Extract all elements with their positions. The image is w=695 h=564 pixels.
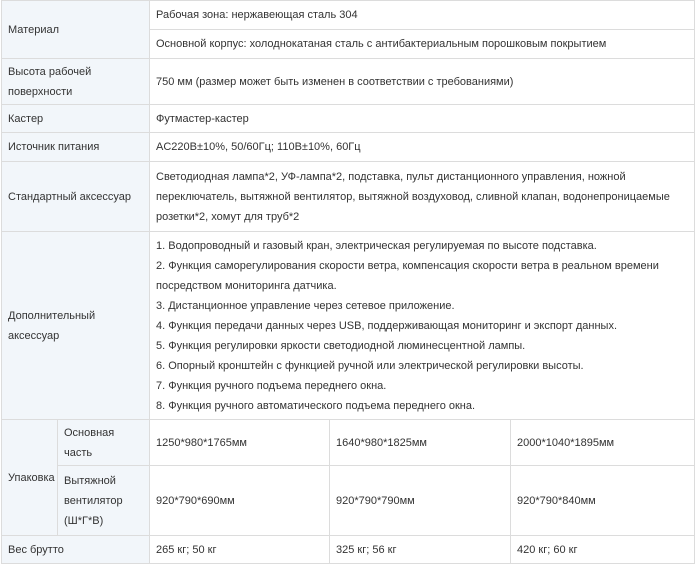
optional-item-5: 5. Функция регулировки яркости светодиодной люминесцентной лампы. xyxy=(156,339,526,352)
packing-main-label: Основная часть xyxy=(58,420,150,466)
caster-label: Кастер xyxy=(2,105,150,133)
packing-fan-value-3: 920*790*840мм xyxy=(511,466,695,536)
standard-accessory-value: Светодиодная лампа*2, УФ-лампа*2, подставка, пульт дистанционного управления, ножной переключатель, вытяжной вентилятор, вытяжной воздуховод, сливной клапан, водонепроницаемые розетки*2, хомут для труб*2 xyxy=(150,162,695,232)
material-row-1 xyxy=(2,1,695,30)
optional-accessory-row xyxy=(2,232,695,420)
packing-fan-value-2: 920*790*790мм xyxy=(330,466,511,536)
optional-accessory-list xyxy=(150,232,695,420)
standard-accessory-label: Стандартный аксессуар xyxy=(2,162,150,232)
optional-item-1: 1. Водопроводный и газовый кран, электрическая регулируемая по высоте подставка. xyxy=(156,239,597,252)
optional-item-6: 6. Опорный кронштейн с функцией ручной или электрической регулировки высоты. xyxy=(156,359,584,372)
optional-item-7: 7. Функция ручного подъема переднего окна. xyxy=(156,379,387,392)
spec-table xyxy=(1,0,695,564)
optional-item-8: 8. Функция ручного автоматического подъема переднего окна. xyxy=(156,399,476,412)
work-height-label: Высота рабочей поверхности xyxy=(2,59,150,105)
packing-fan-value-1: 920*790*690мм xyxy=(150,466,330,536)
packing-main-value-1: 1250*980*1765мм xyxy=(150,420,330,466)
packing-main-value-2: 1640*980*1825мм xyxy=(330,420,511,466)
work-height-value: 750 мм (размер может быть изменен в соответствии с требованиями) xyxy=(150,59,695,105)
optional-accessory-label: Дополнительный аксессуар xyxy=(2,232,150,420)
weight-row xyxy=(2,536,695,564)
weight-value-1: 265 кг; 50 кг xyxy=(150,536,330,564)
power-row xyxy=(2,133,695,162)
material-label: Материал xyxy=(2,1,150,59)
optional-item-3: 3. Дистанционное управление через сетевое приложение. xyxy=(156,299,455,312)
packing-fan-label: Вытяжной вентилятор (Ш*Г*В) xyxy=(58,466,150,536)
power-value: AC220В±10%, 50/60Гц; 110В±10%, 60Гц xyxy=(150,133,695,162)
packing-main-value-3: 2000*1040*1895мм xyxy=(511,420,695,466)
caster-row xyxy=(2,105,695,133)
weight-value-2: 325 кг; 56 кг xyxy=(330,536,511,564)
packing-fan-row xyxy=(2,466,695,536)
optional-item-4: 4. Функция передачи данных через USB, поддерживающая мониторинг и экспорт данных. xyxy=(156,319,618,332)
weight-label: Вес брутто xyxy=(2,536,150,564)
weight-value-3: 420 кг; 60 кг xyxy=(511,536,695,564)
power-label: Источник питания xyxy=(2,133,150,162)
work-height-row xyxy=(2,59,695,105)
optional-item-2: 2. Функция саморегулирования скорости ветра, компенсация скорости ветра в реальном времени посредством мониторинга датчика. xyxy=(156,259,659,292)
standard-accessory-row xyxy=(2,162,695,232)
material-value-body: Основной корпус: холоднокатаная сталь с антибактериальным порошковым покрытием xyxy=(150,30,695,59)
caster-value: Футмастер-кастер xyxy=(150,105,695,133)
material-value-work-zone: Рабочая зона: нержавеющая сталь 304 xyxy=(150,1,695,30)
packing-main-row xyxy=(2,420,695,466)
packing-label: Упаковка xyxy=(2,420,58,536)
